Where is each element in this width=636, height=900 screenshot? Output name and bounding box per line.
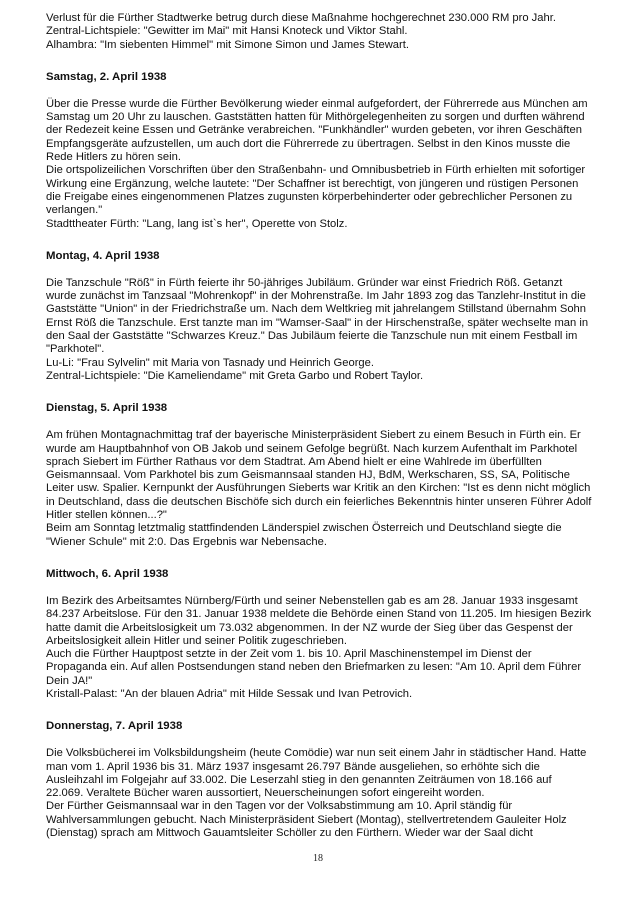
section-samstag [46,71,592,231]
section-paragraph: Zentral-Lichtspiele: "Die Kameliendame" mit Greta Garbo und Robert Taylor. [46,369,424,382]
section-paragraph: Der Fürther Geismannsaal war in den Tagen vor der Volksabstimmung am 10. April ständig für Wahlversammlungen gebucht. Nach Ministerpräsident Siebert (Montag), stellvertretendem Gauleiter Holz (Dienstag) sprach am Mittwoch Gauamtsleiter Schöller zu den Fürthern. Wieder war der Saal dicht [46,800,567,840]
section-paragraph: Die Volksbücherei im Volksbildungsheim (heute Comödie) war nun seit einem Jahr in städtischer Hand. Hatte man vom 1. April 1936 bis 31. März 1937 insgesamt 26.797 Bände ausgeliehen, so erhöhte sich die Ausleihzahl im Folgejahr auf 33.002. Die Leserzahl stieg in den genannten Zeiträumen von 18.166 auf 22.069. Veraltete Bücher waren aussortiert, Neuerscheinungen sofort eingereiht worden. [46,747,587,800]
section-paragraph: Lu-Li: "Frau Sylvelin" mit Maria von Tasnady und Heinrich George. [46,356,374,369]
intro-line: Verlust für die Fürther Stadtwerke betrug durch diese Maßnahme hochgerechnet 230.000 RM pro Jahr. [46,12,556,24]
section-paragraph: Die ortspolizeilichen Vorschriften über den Straßenbahn- und Omnibusbetrieb in Fürth erhielten mit sofortiger Wirkung eine Ergänzung, welche lautete: "Der Schaffner ist berechtigt, von jüngeren und rüstigen Personen die Freigabe eines eingenommenen Platzes zugunsten körperbehinderter oder gebrechlicher Personen zu verlangen." [46,164,586,217]
section-heading: Dienstag, 5. April 1938 [46,402,168,415]
document-page [46,12,592,840]
section-mittwoch [46,568,592,701]
section-paragraph: Kristall-Palast: "An der blauen Adria" mit Hilde Sessak und Ivan Petrovich. [46,687,413,700]
section-paragraph: Stadttheater Fürth: "Lang, lang ist`s her", Operette von Stolz. [46,217,348,230]
intro-line: Alhambra: "Im siebenten Himmel" mit Simone Simon und James Stewart. [46,38,409,51]
section-donnerstag [46,720,592,840]
intro-block [46,12,592,52]
section-paragraph: Auch die Fürther Hauptpost setzte in der Zeit vom 1. bis 10. April Maschinenstempel im Dienst der Propaganda ein. Auf allen Postsendungen stand neben den Briefmarken zu lesen: "Am 10. April dem Führer Dein JA!" [46,648,582,687]
section-paragraph: Im Bezirk des Arbeitsamtes Nürnberg/Fürth und seiner Nebenstellen gab es am 28. Januar 1933 insgesamt 84.237 Arbeitslose. Für den 31. Januar 1938 meldete die Behörde einen Stand von 11.205. Im hiesigen Bezirk hatte damit die Arbeitslosigkeit um 73.032 abgenommen. In der NZ wurde der Sieg über das Gespenst der Arbeitslosigkeit allein Hitler und seiner Politik zugeschrieben. [46,594,592,647]
section-montag [46,250,592,383]
section-heading: Mittwoch, 6. April 1938 [46,567,169,580]
page-number: 18 [313,853,323,864]
section-paragraph: Beim am Sonntag letztmalig stattfindenden Länderspiel zwischen Österreich und Deutschland siegte die "Wiener Schule" mit 2:0. Das Ergebnis war Nebensache. [46,522,562,548]
section-dienstag [46,402,592,549]
section-paragraph: Am frühen Montagnachmittag traf der bayerische Ministerpräsident Siebert zu einem Besuch in Fürth ein. Er wurde am Hauptbahnhof von OB Jakob und seinem Gefolge begrüßt. Nach kurzem Aufenthalt im Parkhotel sprach Siebert im Fürther Rathaus vor dem Stadtrat. Am Abend hielt er eine Wahlrede im überfüllten Geismannsaal. Vom Parkhotel bis zum Geismannsaal standen HJ, BdM, Werkscharen, SS, SA, Politische Leiter usw. Spalier. Kernpunkt der Ausführungen Sieberts war Kritik an den Kirchen: "Ist es denn nicht möglich in Deutschland, dass die deutschen Bischöfe sich durch ein feierliches Bekenntnis hinter unseren Führer Adolf Hitler stellen können...?" [46,429,592,522]
section-paragraph: Über die Presse wurde die Fürther Bevölkerung wieder einmal aufgefordert, der Führerrede aus München am Samstag um 20 Uhr zu lauschen. Gaststätten hatten für Mithörgelegenheiten zu sorgen und durften während der Redezeit keine Essen und Getränke verabreichen. "Funkhändler" wurden gebeten, vor ihren Geschäften Empfangsgeräte aufzustellen, um auch dort die Führerrede zu übertragen. Selbst in den Kinos musste die Rede Hitlers zu hören sein. [46,97,588,164]
section-heading: Montag, 4. April 1938 [46,249,160,262]
section-heading: Samstag, 2. April 1938 [46,70,167,83]
intro-line: Zentral-Lichtspiele: "Gewitter im Mai" mit Hansi Knoteck und Viktor Stahl. [46,25,408,38]
section-heading: Donnerstag, 7. April 1938 [46,720,183,733]
section-paragraph: Die Tanzschule "Röß" in Fürth feierte ihr 50-jähriges Jubiläum. Gründer war einst Friedrich Röß. Getanzt wurde zunächst im Tanzsaal "Mohrenkopf" in der Mohrenstraße. Im Jahr 1893 zog das Tanzlehr-Institut in die Gaststätte "Union" in der Friedrichstraße um. Nach dem Weltkrieg mit jahrelangem Stillstand übernahm Sohn Ernst Röß die Tanzschule. Erst tanzte man im "Wamser-Saal" in der Hirschenstraße, später wechselte man in den Saal der Gaststätte "Schwarzes Kreuz." Das Jubiläum feierte die Tanzschule nun mit einem Festball im "Parkhotel". [46,276,589,356]
